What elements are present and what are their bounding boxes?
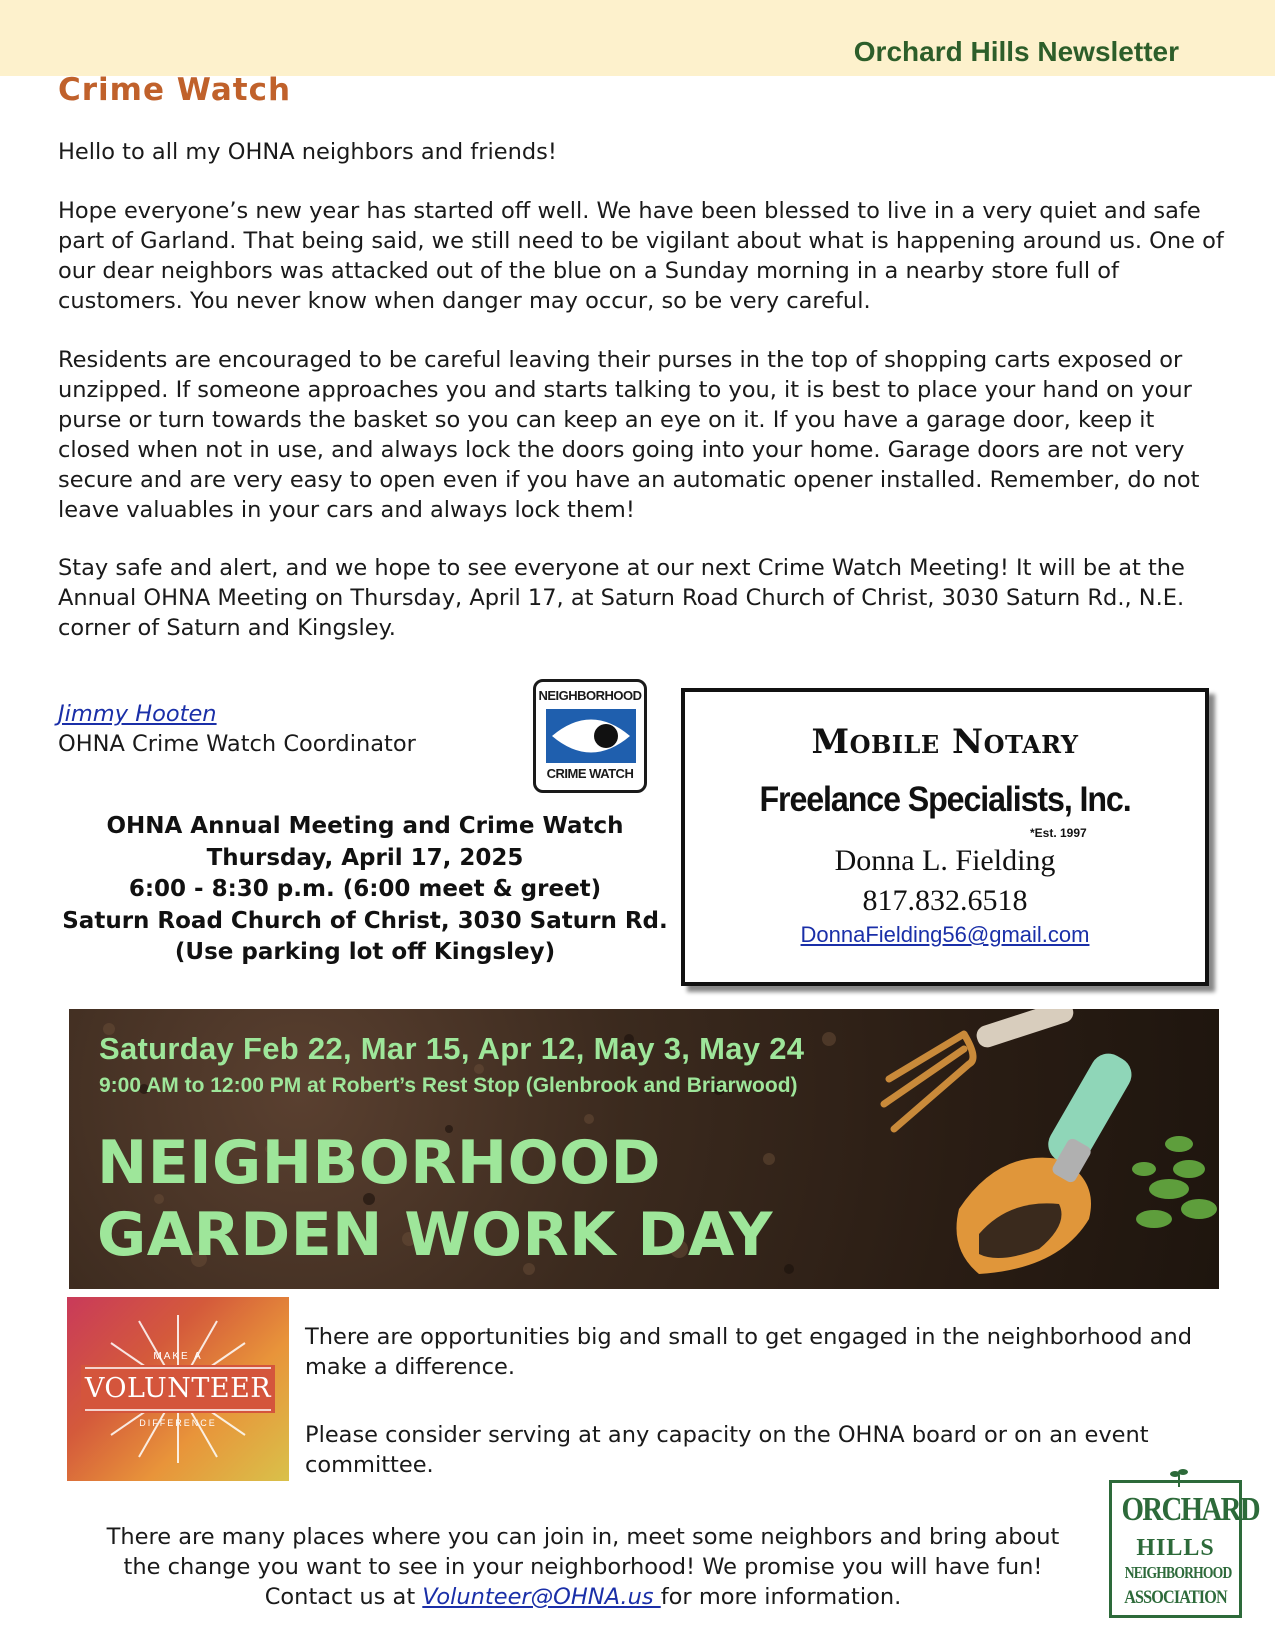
volunteer-paragraph: Please consider serving at any capacity on the OHNA board or on an event committee. (305, 1422, 1149, 1478)
ohna-logo (1109, 1480, 1259, 1618)
sign-top-text: NEIGHBORHOOD (538, 688, 642, 703)
closing-message (58, 1522, 1108, 1612)
article-paragraph: Hope everyone’s new year has started off well. We have been blessed to live in a very quiet and safe part of Garland. That being said, we still need to be vigilant about what is happening around us. One of our dear neighbors was attacked out of the blue on a Sunday morning in a nearby store full of customers. You never know when danger may occur, so be very careful. (58, 198, 1224, 314)
neighborhood-watch-sign (533, 679, 647, 793)
meeting-date: Thursday, April 17, 2025 (206, 844, 524, 871)
volunteer-badge-word: VOLUNTEER (84, 1373, 272, 1404)
article-paragraph: Residents are encouraged to be careful leaving their purses in the top of shopping carts exposed or unzipped. If someone approaches you and starts talking to you, it is best to place your hand on your purse or turn towards the basket so you can keep an eye on it. If you have a garage door, keep it closed when not in use, and always lock the doors going into your home. Garage doors are not very secure and are very easy to open even if you have an automatic opener installed. Remember, do not leave valuables in your cars and always lock them! (58, 347, 1200, 523)
logo-orchard: ORCHARD (1121, 1491, 1259, 1528)
closing-line: the change you want to see in your neighborhood! We promise you will have fun! (123, 1554, 1043, 1580)
section-title: Crime Watch (58, 72, 292, 108)
closing-line: There are many places where you can join in, meet some neighbors and bring about (106, 1524, 1060, 1550)
article-paragraph: Stay safe and alert, and we hope to see everyone at our next Crime Watch Meeting! It will be at the Annual OHNA Meeting on Thursday, April 17, at Saturn Road Church of Christ, 3030 Saturn Rd., N.E. corner of Saturn and Kingsley. (58, 555, 1185, 641)
plant-icon (1132, 1136, 1217, 1228)
watching-eye-icon (546, 709, 636, 763)
newsletter-title: Orchard Hills Newsletter (853, 36, 1179, 67)
contact-suffix: for more information. (660, 1584, 902, 1610)
notary-phone: 817.832.6518 (862, 884, 1028, 917)
logo-hills: HILLS (1136, 1535, 1215, 1561)
meeting-title: OHNA Annual Meeting and Crime Watch (106, 813, 624, 839)
volunteer-badge-image (67, 1297, 289, 1481)
meeting-time: 6:00 - 8:30 p.m. (6:00 meet & greet) (128, 876, 602, 902)
meeting-parking: (Use parking lot off Kingsley) (174, 939, 556, 965)
sign-bottom-text: CRIME WATCH (546, 766, 634, 781)
signature-name-link[interactable]: Jimmy Hooten (58, 701, 217, 727)
logo-neighborhood: NEIGHBORHOOD (1124, 1563, 1232, 1582)
notary-person: Donna L. Fielding (834, 844, 1056, 877)
greeting-paragraph: Hello to all my OHNA neighbors and friends! (58, 139, 557, 165)
volunteer-badge-difference: DIFFERENCE (139, 1418, 217, 1428)
garden-work-day-banner (69, 1009, 1219, 1289)
logo-association: ASSOCIATION (1124, 1587, 1227, 1608)
hand-rake-icon (884, 1009, 1076, 1129)
garden-tools-illustration (869, 1009, 1219, 1289)
trowel-icon (957, 1047, 1139, 1274)
notary-established: *Est. 1997 (1030, 826, 1087, 840)
volunteer-email-link[interactable]: Volunteer@OHNA.us (422, 1584, 661, 1610)
volunteer-badge-make: MAKE A (153, 1351, 203, 1362)
contact-line (58, 1582, 1108, 1612)
sprout-icon (1169, 1467, 1189, 1487)
garden-time-location: 9:00 AM to 12:00 PM at Robert’s Rest Stop (Glenbrook and Briarwood) (99, 1074, 798, 1097)
notary-advertisement (681, 688, 1209, 986)
garden-dates: Saturday Feb 22, Mar 15, Apr 12, May 3, May 24 (99, 1031, 805, 1066)
meeting-announcement (60, 811, 670, 969)
garden-title-line: GARDEN WORK DAY (97, 1200, 773, 1270)
volunteer-paragraph: There are opportunities big and small to get engaged in the neighborhood and make a difference. (305, 1324, 1193, 1380)
garden-title (97, 1127, 773, 1271)
signature-title: OHNA Crime Watch Coordinator (58, 731, 416, 757)
notary-title: Mobile Notary (811, 722, 1079, 762)
garden-title-line: NEIGHBORHOOD (97, 1128, 661, 1198)
meeting-location: Saturn Road Church of Christ, 3030 Saturn Rd. (62, 907, 668, 934)
notary-company: Freelance Specialists, Inc. (759, 780, 1131, 819)
notary-email-link[interactable]: DonnaFielding56@gmail.com (800, 922, 1090, 947)
contact-prefix: Contact us at (264, 1584, 423, 1610)
